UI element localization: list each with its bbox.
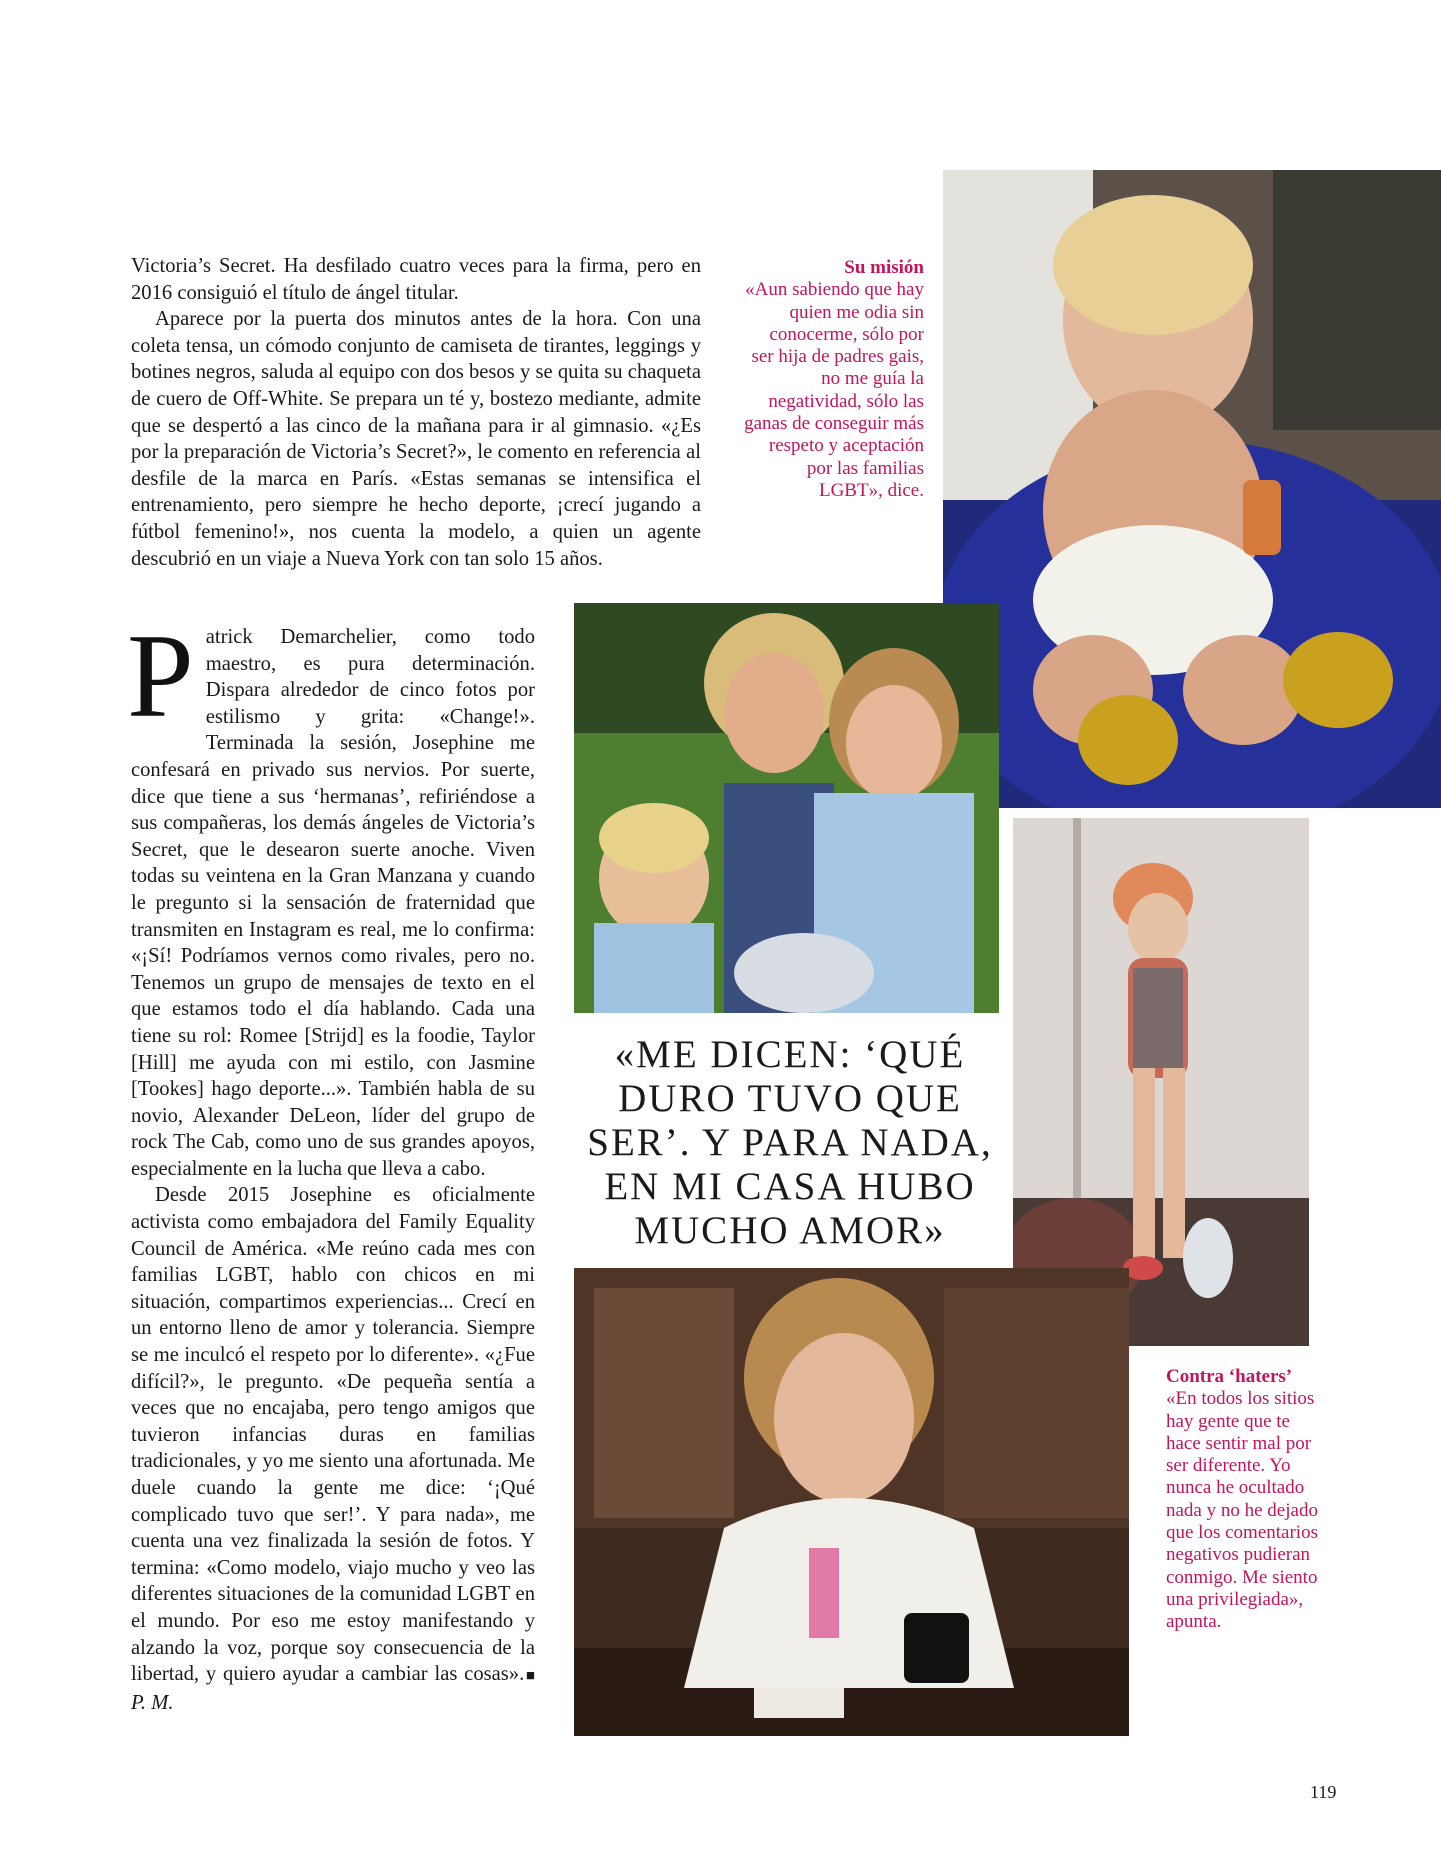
article-paragraph: Victoria’s Secret. Ha desfilado cuatro veces para la firma, pero en 2016 consiguió el título de ángel titular. [131, 255, 701, 304]
author-signature: P. M. [131, 1691, 174, 1714]
drop-cap: P [127, 609, 194, 742]
article-intro-block [131, 253, 701, 572]
photo-swimsuit [1013, 818, 1309, 1346]
sidebar-mission [744, 257, 924, 502]
photo-girl-drawing [574, 1268, 1129, 1736]
sidebar-haters [1166, 1366, 1326, 1634]
sidebar-title: Su misión [844, 257, 924, 278]
sidebar-title: Contra ‘haters’ [1166, 1366, 1293, 1387]
article-paragraph: Aparece por la puerta dos minutos antes de la hora. Con una coleta tensa, un cómodo conjunto de camiseta de tirantes, leggings y botines negros, saluda al equipo con dos besos y se quita su chaqueta de cuero de Off-White. Se prepara un té y, bostezo mediante, admite que se despertó a las cinco de la mañana para ir al gimnasio. «¿Es por la preparación de Victoria’s Secret?», le comento en referencia al desfile de la marca en París. «Estas semanas se intensifica el entrenamiento, pero siempre he hecho deporte, ¡crecí jugando a fútbol femenino!», nos cuenta la modelo, a quien un agente descubrió en un viaje a Nueva York con tan solo 15 años. [131, 308, 701, 570]
pull-quote: «ME DICEN: ‘QUÉ DURO TUVO QUE SER’. Y PARA NADA, EN MI CASA HUBO MUCHO AMOR» [587, 1033, 993, 1252]
photo-family [574, 603, 999, 1013]
article-paragraph: Desde 2015 Josephine es oficialmente activista como embajadora del Family Equality Council de América. «Me reúno cada mes con familias LGBT, hablo con chicos en mi situación, compartimos experiencias... Crecí en un entorno lleno de amor y tolerancia. Siempre se me inculcó el respeto por lo diferente». «¿Fue difícil?», le pregunto. «De pequeña sentía a veces que no encajaba, pero tengo amigos que tuvieron infancias duras en familias tradicionales, y yo me siento una afortunada. Me duele cuando la gente me dice: ‘¡Qué complicado tuvo que ser!’. Y para nada», me cuenta una vez finalizada la sesión de fotos. Y termina: «Como modelo, viajo mucho y veo las diferentes situaciones de la comunidad LGBT en el mundo. Por eso me estoy manifestando y alzando la voz, porque soy consecuencia de la libertad, y quiero ayudar a cambiar las cosas». [131, 1184, 535, 1686]
article-main-block [127, 609, 535, 1716]
page-number: 119 [1310, 1782, 1337, 1802]
photo-toddler [943, 170, 1441, 808]
sidebar-text: «En todos los sitios hay gente que te hace sentir mal por ser diferente. Yo nunca he ocultado nada y no he dejado que los comentarios negativos pudieran conmigo. Me siento una privilegiada», apunta. [1166, 1388, 1318, 1633]
end-mark: ■ [524, 1668, 535, 1685]
article-paragraph: atrick Demarchelier, como todo maestro, es pura determinación. Dispara alrededor de cinco fotos por estilismo y grita: «Change!». Terminada la sesión, Josephine me confesará en privado sus nervios. Por suerte, dice que tiene a sus ‘hermanas’, refiriéndose a sus compañeras, los demás ángeles de Victoria’s Secret, que le desearon suerte anoche. Viven todas su veintena en la Gran Manzana y cuando le pregunto si la sensación de fraternidad que transmiten en Instagram es real, me lo confirma: «¡Sí! Podríamos vernos como rivales, pero no. Tenemos un grupo de mensajes de texto en el que estamos todo el día hablando. Cada una tiene su rol: Romee [Strijd] es la foodie, Taylor [Hill] me ayuda con mi estilo, con Jasmine [Tookes] hago deporte...». También habla de su novio, Alexander DeLeon, líder del grupo de rock The Cab, como uno de sus grandes apoyos, especialmente en la lucha que lleva a cabo. [131, 626, 535, 1180]
sidebar-text: «Aun sabiendo que hay quien me odia sin conocerme, sólo por ser hija de padres gais, no me guía la negatividad, sólo las ganas de conseguir más respeto y aceptación por las familias LGBT», dice. [744, 279, 924, 501]
